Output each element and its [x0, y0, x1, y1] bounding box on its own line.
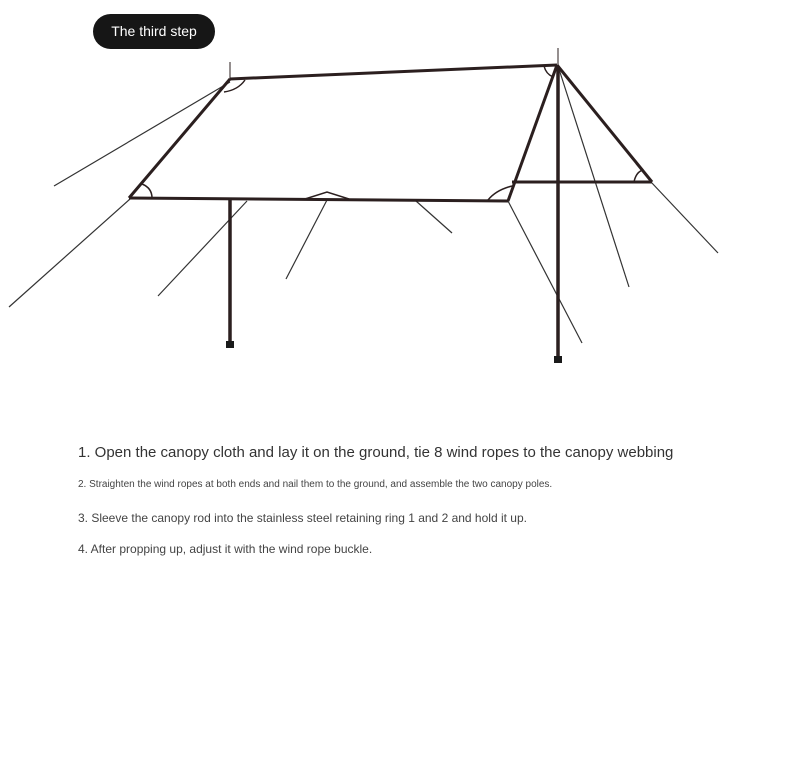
- wind-rope: [416, 201, 452, 233]
- corner-mark: [544, 66, 553, 77]
- wind-rope: [651, 182, 718, 253]
- canopy-left-edge: [129, 79, 230, 198]
- wind-rope: [9, 199, 130, 307]
- wind-ropes: [9, 66, 718, 343]
- instruction-step-1: 1. Open the canopy cloth and lay it on the ground, tie 8 wind ropes to the canopy webbing: [78, 444, 674, 461]
- corner-marks: [142, 66, 643, 200]
- corner-mark: [634, 170, 643, 182]
- wind-rope: [54, 82, 230, 186]
- instruction-step-3: 3. Sleeve the canopy rod into the stainless steel retaining ring 1 and 2 and hold it up.: [78, 511, 527, 525]
- wind-rope: [286, 200, 327, 279]
- pole-foot-left: [226, 341, 234, 348]
- corner-mark: [142, 184, 152, 198]
- canopy-flap-edge: [557, 65, 652, 182]
- wind-rope: [508, 201, 582, 343]
- step-title-badge: The third step: [93, 14, 215, 49]
- canopy-frame: [129, 65, 652, 201]
- pole-foot-right: [554, 356, 562, 363]
- canopy-poles: [230, 48, 558, 360]
- wind-rope: [558, 66, 629, 287]
- instruction-step-2: 2. Straighten the wind ropes at both ends and nail them to the ground, and assemble the two canopy poles.: [78, 479, 553, 490]
- wind-rope: [158, 201, 247, 296]
- canopy-back-edge: [230, 65, 557, 79]
- canopy-front-edge: [129, 198, 508, 201]
- instruction-step-4: 4. After propping up, adjust it with the wind rope buckle.: [78, 542, 373, 556]
